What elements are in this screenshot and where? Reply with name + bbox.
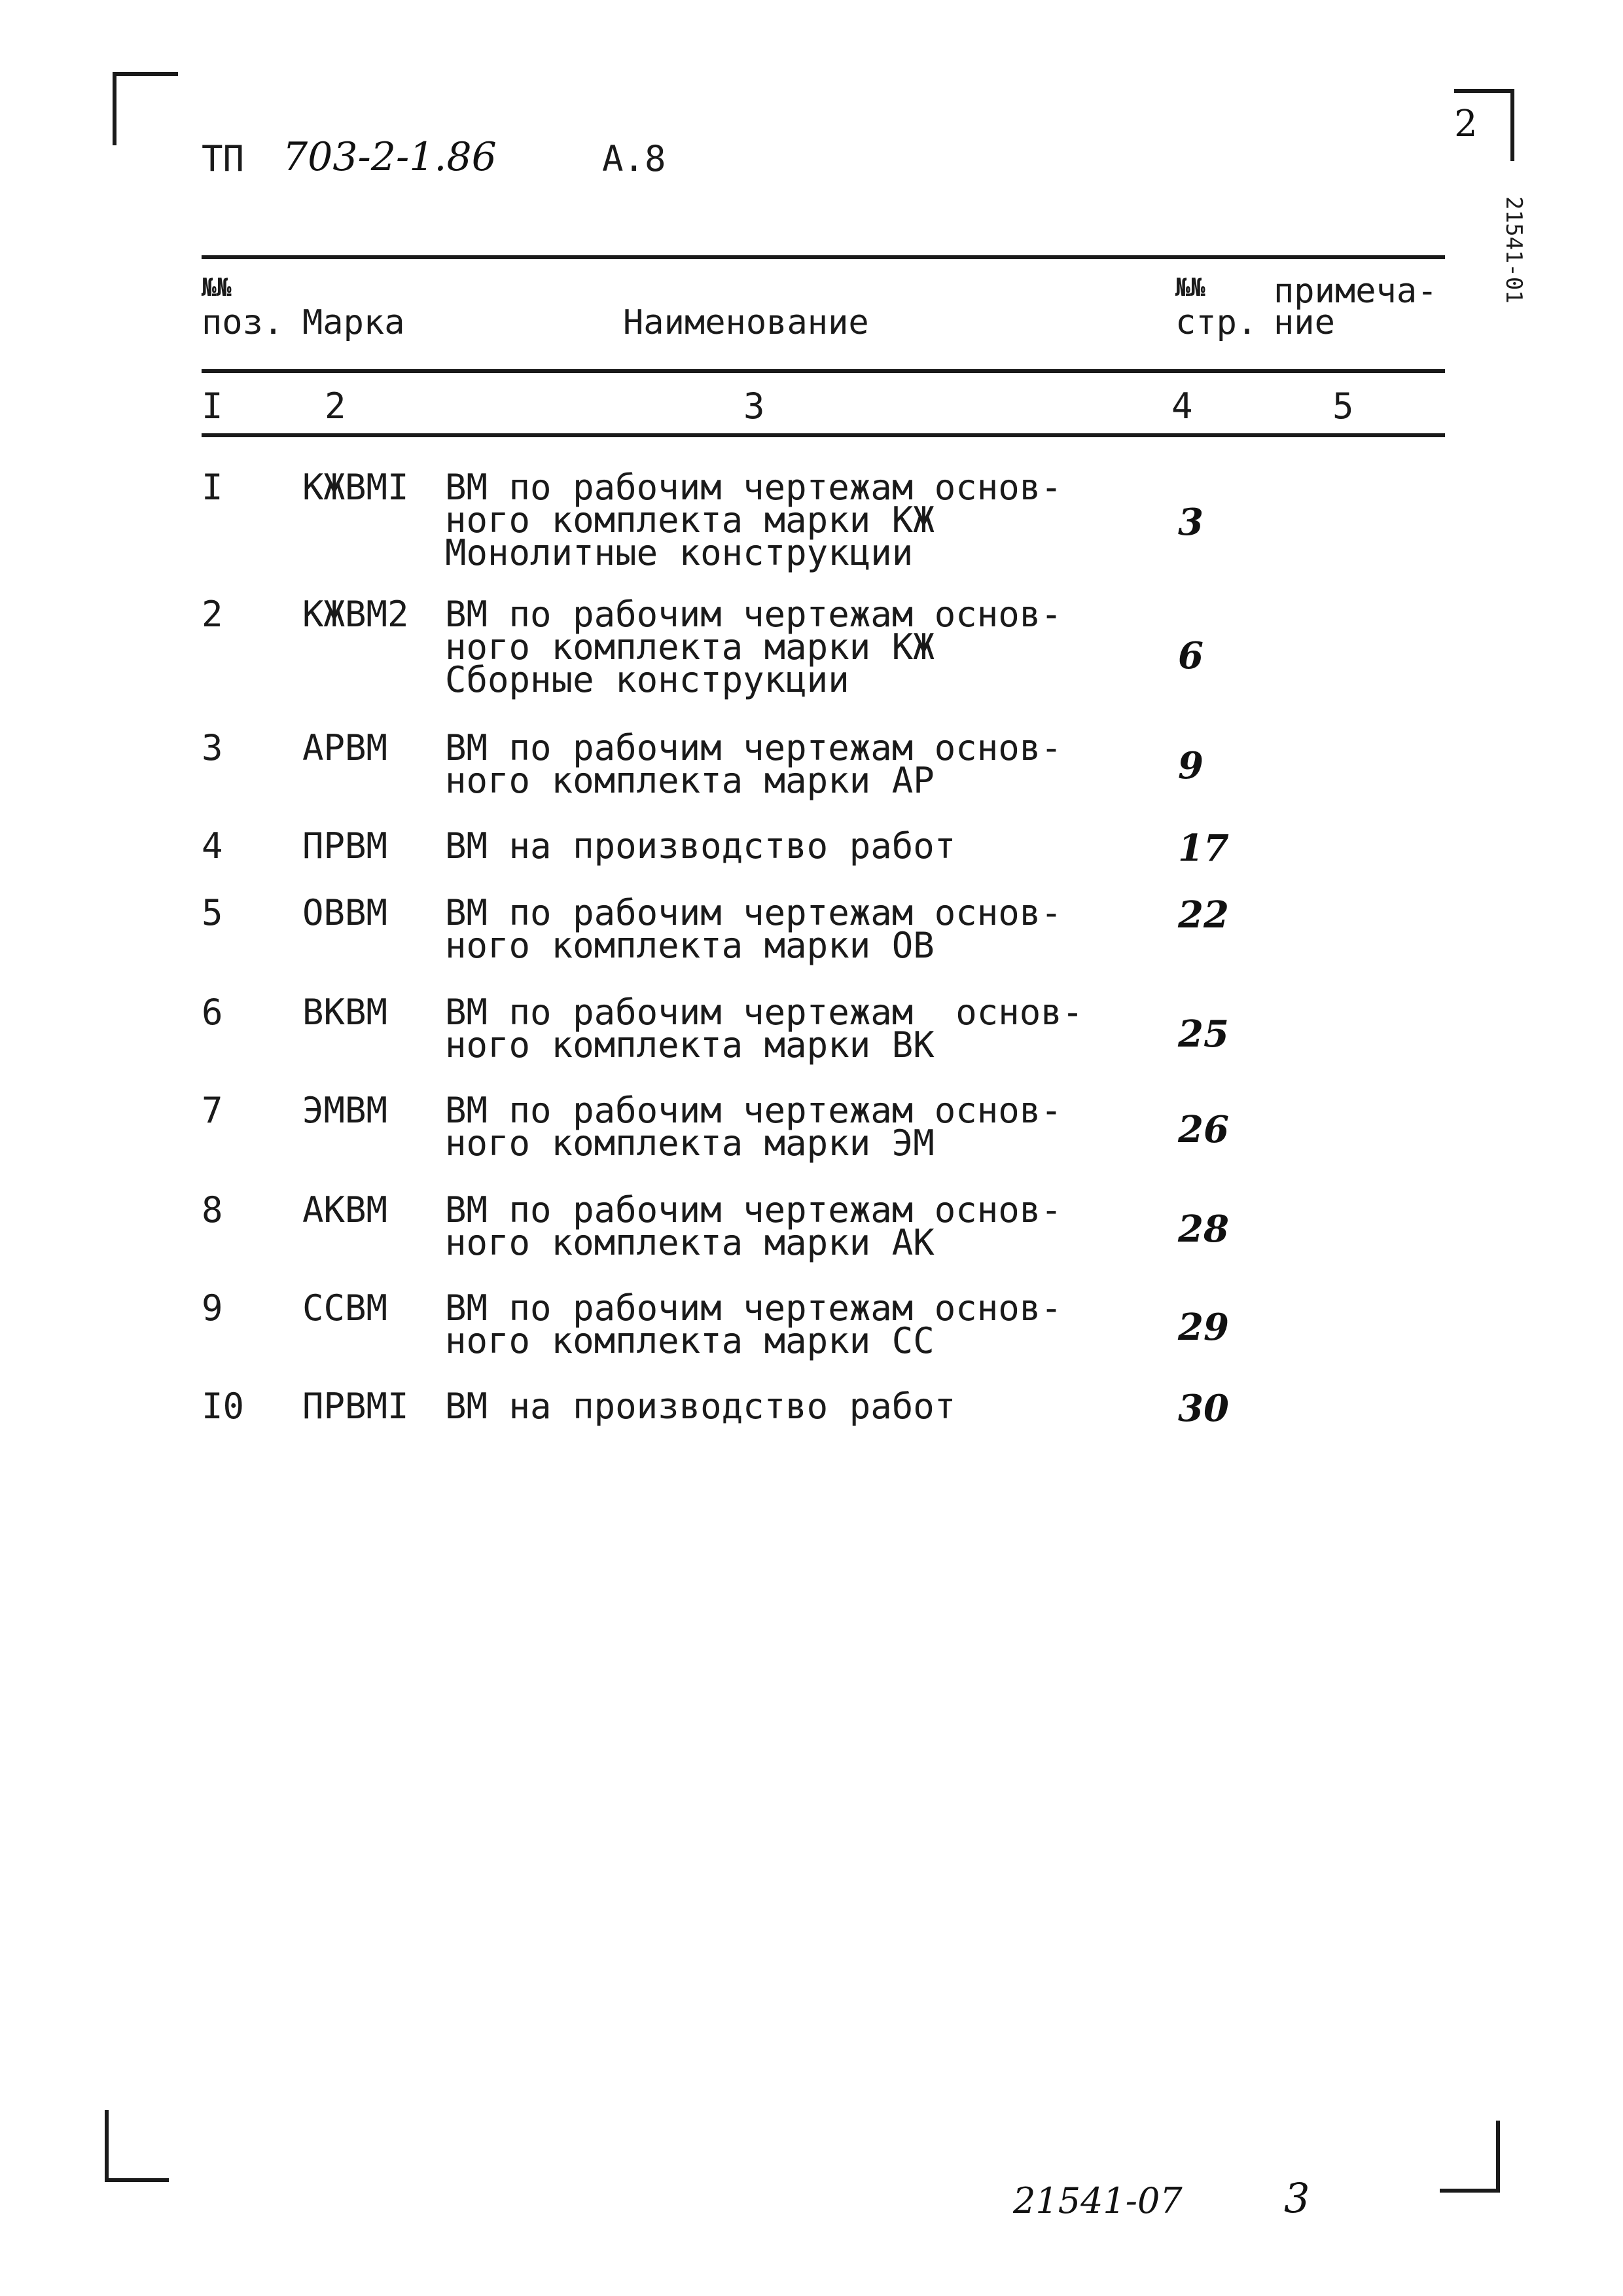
header-bottom-rule [202, 369, 1445, 373]
row-name-line: ного комплекта марки ВК [445, 1024, 935, 1066]
row-page-number: 9 [1178, 744, 1204, 787]
row-page-number: 6 [1178, 634, 1204, 677]
row-name-line: Монолитные конструкции [445, 532, 914, 573]
row-name-line: ного комплекта марки СС [445, 1320, 935, 1361]
header-note-top: примеча- [1274, 272, 1438, 311]
row-page-number: 3 [1178, 501, 1204, 544]
header-note: ние [1274, 303, 1335, 342]
corner-mark-top-left-h [113, 72, 178, 76]
row-name [445, 992, 1084, 1066]
row-name [445, 594, 1062, 700]
row-page-number: 30 [1178, 1387, 1229, 1430]
header-page: стр. [1175, 303, 1258, 342]
row-name-line: ного комплекта марки КЖ [445, 499, 935, 541]
row-name [445, 727, 1062, 801]
corner-mark-top-right-h [1454, 89, 1514, 93]
row-position: I0 [202, 1386, 245, 1427]
corner-mark-bottom-right-v [1496, 2121, 1500, 2193]
row-page-number: 28 [1178, 1208, 1229, 1251]
column-number-4: 4 [1171, 386, 1193, 427]
row-position: 2 [202, 594, 223, 635]
row-position: 6 [202, 992, 223, 1033]
row-name-line: ВМ по рабочим чертежам основ- [445, 1287, 1062, 1329]
column-number-5: 5 [1332, 386, 1354, 427]
album-number: А.8 [602, 138, 666, 179]
sheet-number: 2 [1454, 103, 1478, 145]
row-mark: ОВВМ [302, 892, 388, 933]
row-position: 5 [202, 892, 223, 933]
header-pos: поз. [202, 303, 284, 342]
row-mark: ПРВМ [302, 825, 388, 867]
row-mark: ВКВМ [302, 992, 388, 1033]
corner-mark-top-left-v [113, 72, 116, 145]
row-name-line: ВМ по рабочим чертежам основ- [445, 892, 1062, 933]
corner-mark-bottom-right-h [1440, 2189, 1500, 2193]
table-top-rule [202, 255, 1445, 259]
row-name [445, 1090, 1062, 1164]
row-name-line: ного комплекта марки АК [445, 1222, 935, 1263]
header-name: Наименование [623, 303, 869, 342]
row-name [445, 892, 1062, 966]
row-name-line: Сборные конструкции [445, 659, 849, 700]
inventory-number: 21541-07 [1013, 2180, 1183, 2221]
row-page-number: 26 [1178, 1108, 1229, 1151]
row-page-number: 17 [1178, 827, 1229, 870]
doc-number: 703-2-1.86 [283, 134, 497, 180]
row-name-line: ВМ по рабочим чертежам основ- [445, 594, 1062, 635]
row-name-line: ВМ на производство работ [445, 1386, 956, 1427]
row-name [445, 1189, 1062, 1263]
row-mark: ССВМ [302, 1287, 388, 1329]
row-name [445, 467, 1062, 573]
column-number-2: 2 [325, 386, 346, 427]
row-position: 8 [202, 1189, 223, 1230]
row-page-number: 25 [1178, 1013, 1229, 1056]
row-name-line: ВМ по рабочим чертежам основ- [445, 727, 1062, 768]
corner-mark-top-right-v [1510, 89, 1514, 161]
corner-mark-bottom-left-h [105, 2178, 169, 2182]
side-stamp: 21541-01 [1501, 196, 1527, 304]
row-position: 7 [202, 1090, 223, 1131]
row-name [445, 1386, 956, 1427]
column-numbers-bottom-rule [202, 433, 1445, 437]
row-name-line: ВМ по рабочим чертежам основ- [445, 467, 1062, 508]
row-name-line: ного комплекта марки АР [445, 760, 935, 801]
row-mark: АКВМ [302, 1189, 388, 1230]
row-name-line: ВМ на производство работ [445, 825, 956, 867]
column-number-1: I [202, 386, 223, 427]
row-mark: КЖВМ2 [302, 594, 409, 635]
header-mark: Марка [302, 303, 405, 342]
row-page-number: 22 [1178, 893, 1229, 937]
row-position: I [202, 467, 223, 508]
row-name-line: ВМ по рабочим чертежам основ- [445, 992, 1084, 1033]
row-mark: ПРВМI [302, 1386, 409, 1427]
row-name-line: ного комплекта марки КЖ [445, 626, 935, 668]
row-position: 4 [202, 825, 223, 867]
footer-page-number: 3 [1284, 2174, 1310, 2222]
row-page-number: 29 [1178, 1306, 1229, 1349]
row-name [445, 1287, 1062, 1361]
row-name-line: ного комплекта марки ЭМ [445, 1122, 935, 1164]
row-position: 9 [202, 1287, 223, 1329]
row-mark: ЭМВМ [302, 1090, 388, 1131]
row-mark: АРВМ [302, 727, 388, 768]
doc-prefix: ТП [202, 138, 245, 179]
header-page-top: №№ [1175, 273, 1205, 302]
row-name-line: ного комплекта марки ОВ [445, 925, 935, 966]
row-position: 3 [202, 727, 223, 768]
corner-mark-bottom-left-v [105, 2110, 109, 2182]
row-mark: КЖВМI [302, 467, 409, 508]
row-name-line: ВМ по рабочим чертежам основ- [445, 1189, 1062, 1230]
column-number-3: 3 [743, 386, 765, 427]
row-name [445, 825, 956, 867]
header-pos-top: №№ [202, 273, 232, 302]
row-name-line: ВМ по рабочим чертежам основ- [445, 1090, 1062, 1131]
